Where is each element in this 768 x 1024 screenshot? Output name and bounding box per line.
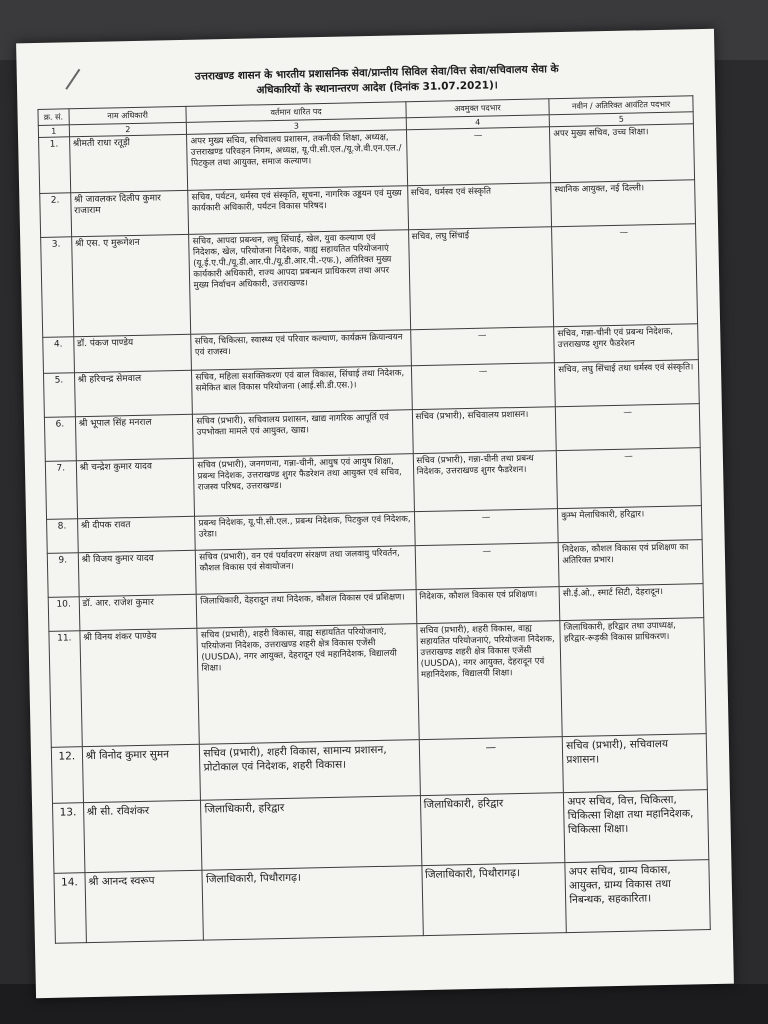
relieved-post-cell: —: [419, 737, 564, 796]
relieved-post-cell: जिलाधिकारी, हरिद्वार: [420, 793, 565, 866]
new-post-cell: निदेशक, कौशल विकास एवं प्रशिक्षण का अतिरिक्त प्रभार।: [558, 540, 703, 587]
header-name: नाम अधिकारी: [69, 106, 187, 124]
officer-name-cell: श्री आनन्द स्वरूप: [85, 870, 204, 942]
serial-cell: 6.: [44, 417, 76, 462]
current-post-cell: सचिव, आपदा प्रबन्धन, लघु सिंचाई, खेल, युवा कल्याण एवं निदेशक, खेल, परियोजना निदेशक, वाह्य सहायतित परियोजनाएं (यू.ई.ए.पी./यू.डी.आर.पी./यू.डी.आर.पी.-एफ.), अतिरिक्त मुख्य कार्यकारी अधिकारी, राज्य आपदा प्रबन्धन प्राधिकरण तथा अपर मुख्य निर्वाचन अधिकारी, उत्तराखण्ड।: [189, 230, 410, 335]
serial-cell: 7.: [45, 461, 77, 520]
serial-cell: 11.: [49, 631, 82, 748]
officer-name-cell: श्री एस. ए मुरूगेशन: [71, 234, 191, 336]
serial-cell: 5.: [43, 373, 75, 418]
new-post-cell: —: [556, 448, 701, 509]
document-page: [16, 29, 734, 998]
current-post-cell: अपर मुख्य सचिव, सचिवालय प्रशासन, तकनीकी शिक्षा, अध्यक्ष, उत्तराखण्ड परिवहन निगम, अध्यक्ष, यू.पी.सी.एल./यू.जे.वी.एन.एल./पिटकुल तथा आयुक्त, समाज कल्याण।: [187, 130, 407, 191]
table-row: [54, 860, 710, 944]
serial-cell: 13.: [52, 803, 84, 874]
new-post-cell: सचिव, लघु सिंचाई तथा धर्मस्व एवं संस्कृति।: [555, 360, 700, 407]
officer-name-cell: श्री विनोद कुमार सुमन: [82, 744, 201, 802]
column-number: 5: [549, 112, 693, 127]
relieved-post-cell: जिलाधिकारी, पिथौरागढ़।: [421, 863, 566, 936]
current-post-cell: जिलाधिकारी, देहरादून तथा निदेशक, कौशल विकास एवं प्रशिक्षण।: [197, 590, 417, 629]
new-post-cell: अपर मुख्य सचिव, उच्च शिक्षा।: [550, 124, 695, 183]
current-post-cell: सचिव (प्रभारी), शहरी विकास, वाह्य सहायतित परियोजनाएं, परियोजना निदेशक, उत्तराखण्ड शहरी क्षेत्र विकास एजेंसी (UUSDA), नगर आयुक्त, देहरादून एवं महानिदेशक, विद्यालयी शिक्षा।: [197, 624, 418, 745]
serial-cell: 2.: [40, 193, 72, 238]
current-post-cell: सचिव, चिकित्सा, स्वास्थ्य एवं परिवार कल्याण, कार्यक्रम क्रियान्वयन एवं राजस्व।: [191, 330, 411, 371]
relieved-post-cell: सचिव (प्रभारी), शहरी विकास, वाह्य सहायतित परियोजनाएं, परियोजना निदेशक, उत्तराखण्ड शहरी क्षेत्र विकास एजेंसी (UUSDA), नगर आयुक्त, देहरादून एवं महानिदेशक, विद्यालयी शिक्षा।: [416, 621, 562, 740]
table-row: [41, 224, 698, 338]
serial-cell: 8.: [47, 519, 78, 554]
relieved-post-cell: सचिव, लघु सिंचाई: [408, 227, 554, 330]
officer-name-cell: डॉ. पंकज पाण्डेय: [73, 334, 192, 372]
officer-name-cell: श्री विजय कुमार यादव: [78, 550, 197, 596]
header-serial: क्र. सं.: [38, 109, 69, 126]
column-number: 3: [187, 118, 406, 135]
officer-name-cell: श्री भूपाल सिंह मनराल: [75, 414, 194, 460]
new-post-cell: सचिव (प्रभारी), सचिवालय प्रशासन।: [562, 734, 707, 793]
new-post-cell: —: [556, 404, 701, 451]
serial-cell: 4.: [43, 337, 74, 374]
new-post-cell: जिलाधिकारी, हरिद्वार तथा उपाध्यक्ष, हरिद्वार-रूड़की विकास प्राधिकरण।: [560, 618, 706, 737]
officer-name-cell: श्री चन्द्रेश कुमार यादव: [76, 458, 195, 518]
new-post-cell: सी.ई.ओ., स्मार्ट सिटी, देहरादून।: [559, 584, 703, 621]
serial-cell: 1.: [39, 137, 71, 194]
current-post-cell: सचिव, महिला सशक्तिकरण एवं बाल विकास, सिंचाई तथा निदेशक, समेकित बाल विकास परियोजना (आई.सी.डी.एस.)।: [192, 366, 412, 415]
relieved-post-cell: —: [406, 127, 551, 186]
officer-name-cell: श्री जावलकर दिलीप कुमार राजाराम: [70, 190, 189, 236]
serial-cell: 3.: [41, 237, 74, 338]
relieved-post-cell: —: [411, 363, 556, 410]
current-post-cell: सचिव (प्रभारी), जनगणना, गन्ना-चीनी, आयुष एवं आयुष शिक्षा, प्रबन्ध निदेशक, उत्तराखण्ड शुगर फैडरेशन तथा आयुक्त एवं सचिव, राजस्व परिषद, उत्तराखण्ड।: [194, 454, 414, 517]
column-number: 4: [406, 115, 550, 130]
current-post-cell: सचिव (प्रभारी), वन एवं पर्यावरण संरक्षण तथा जलवायु परिवर्तन, कौशल विकास एवं सेवायोजन।: [196, 546, 416, 595]
relieved-post-cell: —: [414, 509, 558, 546]
officer-name-cell: श्री दीपक रावत: [77, 516, 195, 552]
officer-name-cell: श्रीमती राधा रतूड़ी: [69, 134, 188, 192]
table-row: [49, 618, 706, 748]
serial-cell: 12.: [51, 747, 83, 804]
current-post-cell: प्रबन्ध निदेशक, यू.पी.सी.एल., प्रबन्ध निदेशक, पिटकुल एवं निदेशक, उरेडा।: [195, 512, 415, 551]
relieved-post-cell: —: [415, 543, 560, 590]
new-post-cell: कुम्भ मेलाधिकारी, हरिद्वार।: [558, 506, 702, 543]
officer-name-cell: श्री हरिचन्द्र सेमवाल: [74, 370, 193, 416]
title-line-2: अधिकारियों के स्थानान्तरण आदेश (दिनांक 31.07.2021)।: [256, 79, 498, 97]
relieved-post-cell: सचिव (प्रभारी), गन्ना-चीनी तथा प्रबन्ध निदेशक, उत्तराखण्ड शुगर फैडरेशन।: [413, 451, 558, 512]
officer-name-cell: श्री सी. रविशंकर: [83, 800, 202, 872]
relieved-post-cell: सचिव, धर्मस्व एवं संस्कृति: [407, 183, 552, 230]
current-post-cell: सचिव (प्रभारी), शहरी विकास, सामान्य प्रशासन, प्रोटोकाल एवं निदेशक, शहरी विकास।: [200, 740, 420, 801]
transfer-table: [37, 95, 710, 944]
relieved-post-cell: सचिव (प्रभारी), सचिवालय प्रशासन।: [412, 407, 557, 454]
new-post-cell: अपर सचिव, वित्त, चिकित्सा, चिकित्सा शिक्षा तथा महानिदेशक, चिकित्सा शिक्षा।: [564, 790, 709, 863]
new-post-cell: स्थानिक आयुक्त, नई दिल्ली।: [551, 180, 696, 227]
serial-cell: 14.: [54, 873, 86, 944]
current-post-cell: सचिव (प्रभारी), सचिवालय प्रशासन, खाद्य नागरिक आपूर्ति एवं उपभोक्ता मामले एवं आयुक्त, खाद्य।: [193, 410, 413, 459]
current-post-cell: जिलाधिकारी, पिथौरागढ़।: [202, 866, 423, 941]
relieved-post-cell: —: [410, 327, 554, 366]
relieved-post-cell: निदेशक, कौशल विकास एवं प्रशिक्षण।: [416, 587, 560, 624]
new-post-cell: सचिव, गन्ना-चीनी एवं प्रबन्ध निदेशक, उत्तराखण्ड शुगर फैडरेशन: [554, 324, 698, 363]
new-post-cell: —: [552, 224, 698, 327]
document-title: [77, 60, 677, 103]
serial-cell: 9.: [47, 553, 79, 598]
serial-cell: 10.: [48, 597, 79, 632]
new-post-cell: अपर सचिव, ग्राम्य विकास, आयुक्त, ग्राम्य विकास तथा निबन्धक, सहकारिता।: [565, 860, 710, 933]
header-current-post: वर्तमान धारित पद: [186, 102, 405, 123]
current-post-cell: सचिव, पर्यटन, धर्मस्व एवं संस्कृति, सूचना, नागरिक उड्डयन एवं मुख्य कार्यकारी अधिकारी, पर्यटन विकास परिषद।: [188, 186, 408, 235]
officer-name-cell: डॉ. आर. राजेश कुमार: [79, 594, 197, 630]
header-new-post: नवीन / अतिरिक्त आवंटित पदभार: [549, 96, 693, 115]
header-relieved-post: अवमुक्त पदभार: [405, 99, 549, 118]
current-post-cell: जिलाधिकारी, हरिद्वार: [201, 796, 422, 871]
column-number: 1: [38, 125, 69, 138]
officer-name-cell: श्री विनय शंकर पाण्डेय: [80, 628, 200, 746]
title-line-1: उत्तराखण्ड शासन के भारतीय प्रशासनिक सेवा/प्रान्तीय सिविल सेवा/वित्त सेवा/सचिवालय सेवा के: [194, 63, 559, 83]
column-number: 2: [69, 122, 187, 136]
